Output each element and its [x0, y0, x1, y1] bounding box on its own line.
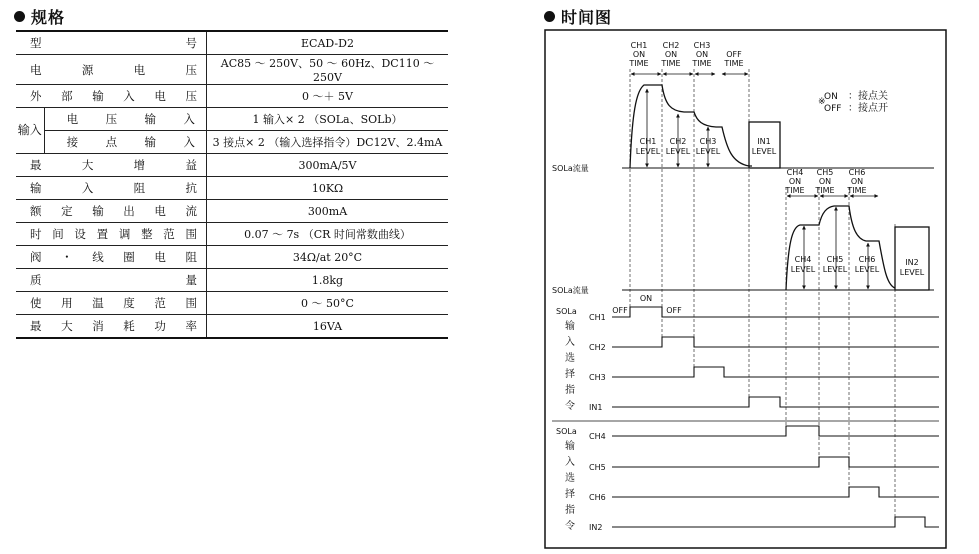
ch2-time-label: ON [664, 50, 678, 59]
legend-off: OFF [824, 104, 842, 114]
row-label: 型号 [16, 31, 207, 55]
table-row [16, 131, 448, 154]
spec-table [16, 30, 448, 339]
ch6-signal-label: CH6 [589, 493, 606, 502]
ch5-time-label: TIME [815, 186, 835, 195]
table-row [16, 223, 448, 246]
sola-flow-label-2: SOLa流量 [552, 286, 589, 295]
table-row [16, 269, 448, 292]
row-label: 电压输入 [44, 108, 206, 131]
row-value: ECAD-D2 [207, 31, 449, 55]
spec-heading [14, 5, 65, 28]
row-value: 300mA [207, 200, 449, 223]
legend-off-desc: ：接点开 [848, 103, 888, 114]
in1-level-label: LEVEL [751, 147, 777, 156]
ch5-signal-label: CH5 [589, 463, 606, 472]
group1-vertical-char: 择 [565, 369, 575, 380]
ch3-signal [612, 367, 939, 377]
ch1-time-label: TIME [629, 59, 649, 68]
table-row [16, 55, 448, 85]
ch2-signal-label: CH2 [589, 343, 606, 352]
row-value: 300mA/5V [207, 154, 449, 177]
bullet-icon [544, 11, 555, 22]
row-label: 接点输入 [44, 131, 206, 154]
table-row [16, 292, 448, 315]
group1-vertical-char: 选 [565, 353, 575, 364]
ch3-time-label: CH3 [693, 41, 711, 50]
row-label: 使用温度范围 [16, 292, 207, 315]
in2-level-label: IN2 [905, 258, 919, 267]
group1-vertical-char: 输 [565, 321, 575, 332]
ch2-signal [612, 337, 939, 347]
ch6-time-label: CH6 [848, 168, 866, 177]
row-value: 1.8kg [207, 269, 449, 292]
legend-mark: ※ [818, 97, 826, 107]
in1-level-label: IN1 [757, 137, 771, 146]
ch3-signal-label: CH3 [589, 373, 606, 382]
row-label: 额定输出电流 [16, 200, 207, 223]
row-label: 最大增益 [16, 154, 207, 177]
ch2-level-label: LEVEL [665, 147, 691, 156]
row-value: 3 接点× 2 （输入选择指令）DC12V、2.4mA [207, 131, 449, 154]
row-label: 外部输入电压 [16, 85, 207, 108]
ch1-level-label: LEVEL [635, 147, 661, 156]
pulse-off-label: OFF [666, 306, 682, 315]
ch5-level-label: LEVEL [822, 265, 848, 274]
row-value: 34Ω/at 20°C [207, 246, 449, 269]
table-row [16, 31, 448, 55]
ch1-signal [612, 307, 939, 317]
ch1-signal-label: CH1 [589, 313, 606, 322]
row-label: 最大消耗功率 [16, 315, 207, 339]
timing-diagram [544, 29, 948, 549]
table-row [16, 154, 448, 177]
legend-on: ON [824, 92, 838, 102]
ch6-time-label: TIME [847, 186, 867, 195]
ch4-level-label: CH4 [794, 255, 812, 264]
table-row [16, 246, 448, 269]
row-value: 0 ～ 50°C [207, 292, 449, 315]
ch4-signal-label: CH4 [589, 432, 606, 441]
row-label: 输入阻抗 [16, 177, 207, 200]
pulse-off-label: OFF [612, 306, 628, 315]
in2-level-label: LEVEL [899, 268, 925, 277]
table-row [16, 177, 448, 200]
ch4-time-label: CH4 [786, 168, 804, 177]
ch3-level-label: LEVEL [695, 147, 721, 156]
off-time-label: TIME [724, 59, 744, 68]
ch5-level-label: CH5 [826, 255, 844, 264]
ch4-signal [612, 426, 939, 436]
ch5-signal [612, 457, 939, 467]
table-row [16, 200, 448, 223]
legend-on-desc: ：接点关 [848, 91, 888, 102]
row-value: 16VA [207, 315, 449, 339]
pulse-on-label: ON [639, 294, 653, 303]
table-row [16, 108, 448, 131]
in1-signal [612, 397, 939, 407]
group1-vertical-char: 指 [565, 385, 575, 396]
ch1-time-label: CH1 [630, 41, 648, 50]
spec-heading-text: 规格 [31, 8, 66, 27]
ch5-time-label: CH5 [816, 168, 834, 177]
row-value: 0 ～＋ 5V [207, 85, 449, 108]
group2-vertical-char: 输 [565, 441, 575, 452]
ch3-level-label: CH3 [699, 137, 717, 146]
group2-vertical-char: 令 [565, 521, 575, 532]
input-group-label: 输入 [16, 108, 44, 154]
row-label: 质量 [16, 269, 207, 292]
ch3-time-label: ON [695, 50, 709, 59]
group2-vertical-char: 入 [565, 457, 575, 468]
group2-vertical-char: 择 [565, 489, 575, 500]
ch5-time-label: ON [818, 177, 832, 186]
in1-signal-label: IN1 [589, 403, 603, 412]
ch1-level-label: CH1 [639, 137, 657, 146]
timing-heading [544, 5, 612, 28]
ch6-time-label: ON [850, 177, 864, 186]
ch6-signal [612, 487, 939, 497]
group2-vertical-char: 选 [565, 473, 575, 484]
ch6-level-label: CH6 [858, 255, 876, 264]
ch2-time-label: CH2 [662, 41, 680, 50]
row-value: 10KΩ [207, 177, 449, 200]
row-label: 电源电压 [16, 55, 207, 85]
group1-vertical-char: 入 [565, 337, 575, 348]
timing-heading-text: 时间图 [561, 8, 613, 27]
group1-vertical-char: 令 [565, 401, 575, 412]
row-value: 0.07 ～ 7s （CR 时间常数曲线） [207, 223, 449, 246]
ch1-time-label: ON [632, 50, 646, 59]
bullet-icon [14, 11, 25, 22]
group2-vertical-char: 指 [565, 505, 575, 516]
in2-signal [612, 517, 939, 527]
sola-flow-curve-2 [786, 206, 895, 290]
ch2-time-label: TIME [661, 59, 681, 68]
sola-flow-label-1: SOLa流量 [552, 164, 589, 173]
off-time-label: OFF [726, 50, 742, 59]
group1-sol-label: SOLa [556, 307, 577, 316]
table-row [16, 315, 448, 339]
row-label: 阀・线圈电阻 [16, 246, 207, 269]
row-value: 1 输入× 2 （SOLa、SOLb） [207, 108, 449, 131]
ch3-time-label: TIME [692, 59, 712, 68]
ch4-time-label: ON [788, 177, 802, 186]
group2-sol-label: SOLa [556, 427, 577, 436]
ch4-level-label: LEVEL [790, 265, 816, 274]
in2-signal-label: IN2 [589, 523, 603, 532]
ch6-level-label: LEVEL [854, 265, 880, 274]
row-label: 时间设置调整范围 [16, 223, 207, 246]
ch4-time-label: TIME [785, 186, 805, 195]
row-value: AC85 ～ 250V、50 ～ 60Hz、DC110 ～ 250V [207, 55, 449, 85]
ch2-level-label: CH2 [669, 137, 687, 146]
table-row [16, 85, 448, 108]
